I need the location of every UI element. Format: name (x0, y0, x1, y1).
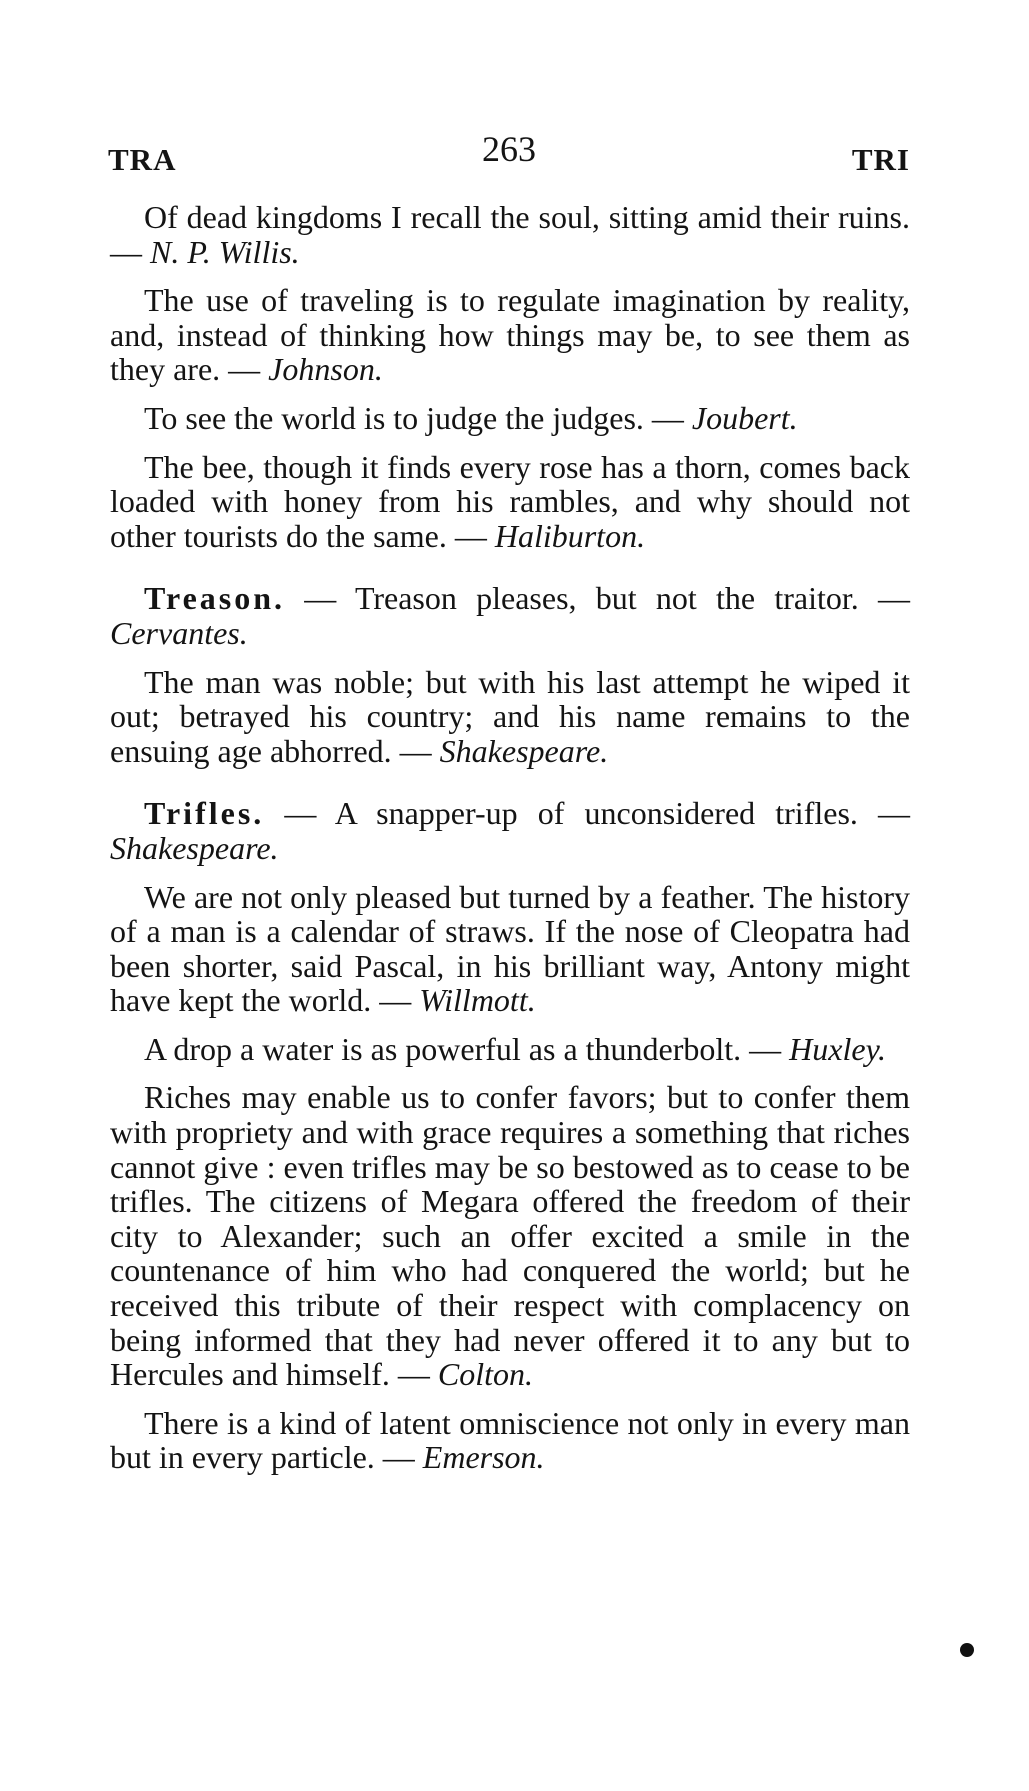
running-header (108, 128, 910, 178)
quotation-text: — A snapper-up of unconsidered trifles. — (264, 795, 910, 832)
quotation-text: Riches may enable us to confer favors; but to confer them with propriety and with grace requires a something that riches cannot give : even trifles may be so bestowed as to cease to be trifles. The citizens of Megara offered the freedom of their city to Alexander; such an offer excited a smile in the countenance of him who had conquered the world; but he received this tribute of their respect with complacency on being informed that they had never offered it to any but to Hercules and himself. — (110, 1079, 910, 1393)
topic-paragraph-trifles (110, 796, 910, 865)
topic-heading: Trifles. (144, 795, 265, 832)
quotation-paragraph (110, 1406, 910, 1475)
quotation-author: Haliburton. (494, 517, 646, 554)
quotation-author: Colton. (437, 1356, 534, 1393)
header-right-guide-word: TRI (851, 142, 910, 177)
quotation-paragraph (110, 1080, 910, 1391)
quotation-author: N. P. Willis. (150, 233, 300, 270)
quotation-text: — Treason pleases, but not the traitor. — (285, 580, 910, 617)
quotation-author: Shakespeare. (439, 732, 609, 769)
quotation-author: Shakespeare. (110, 829, 279, 866)
quotation-author: Joubert. (691, 399, 798, 436)
topic-paragraph-treason (110, 581, 910, 650)
quotation-text: There is a kind of latent omniscience not only in every man but in every particle. — (110, 1404, 910, 1476)
topic-heading: Treason. (144, 580, 286, 617)
quotation-text: To see the world is to judge the judges. — (144, 399, 692, 436)
quotation-text: The bee, though it finds every rose has a thorn, comes back loaded with honey from his rambles, and why should not other tourists do the same. — (110, 448, 910, 554)
header-left-guide-word: TRA (108, 142, 177, 177)
quotation-paragraph (110, 450, 910, 554)
quotation-paragraph (110, 1032, 910, 1067)
page-number: 263 (482, 129, 536, 169)
quotation-author: Huxley. (789, 1030, 887, 1067)
quotation-paragraph (110, 200, 910, 269)
quotation-author: Emerson. (422, 1439, 545, 1476)
quotation-text: We are not only pleased but turned by a feather. The history of a man is a calendar of straws. If the nose of Cleopatra had been shorter, said Pascal, in his brilliant way, Antony might have kept the world. — (110, 878, 910, 1019)
quotation-author: Johnson. (268, 351, 383, 388)
quotation-text: The use of traveling is to regulate imagination by reality, and, instead of thinking how things may be, to see them as they are. — (110, 282, 910, 388)
quotation-author: Willmott. (419, 982, 536, 1019)
quotation-paragraph (110, 283, 910, 387)
quotation-text: Of dead kingdoms I recall the soul, sitting amid their ruins. — (110, 199, 910, 270)
quotation-text: The man was noble; but with his last attempt he wiped it out; betrayed his country; and his name remains to the ensuing age abhorred. — (110, 663, 910, 769)
quotation-paragraph (110, 401, 910, 436)
quotation-body (110, 200, 910, 1489)
quotation-author: Cervantes. (110, 614, 248, 651)
ink-dot-mark (960, 1643, 974, 1657)
quotation-paragraph (110, 665, 910, 769)
quotation-text: A drop a water is as powerful as a thunderbolt. — (144, 1030, 790, 1067)
quotation-paragraph (110, 880, 910, 1018)
